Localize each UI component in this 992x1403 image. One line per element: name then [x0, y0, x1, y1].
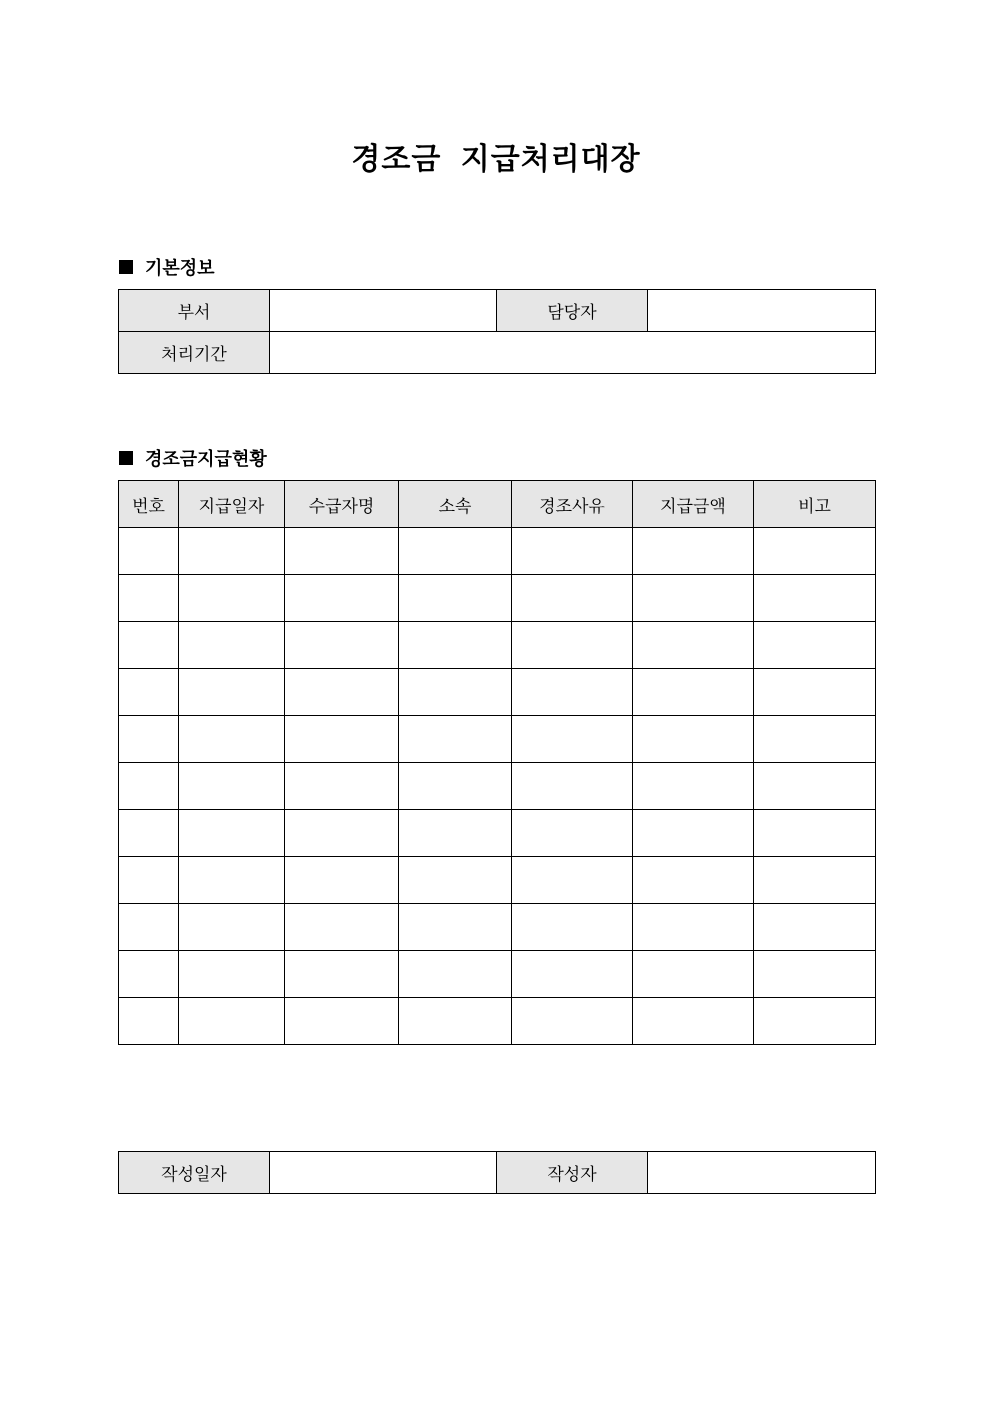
- cell-affiliation[interactable]: [399, 528, 512, 575]
- cell-affiliation[interactable]: [399, 810, 512, 857]
- period-label: 처리기간: [119, 332, 270, 374]
- cell-payment-date[interactable]: [179, 622, 285, 669]
- ledger-header-row: [119, 481, 876, 528]
- table-row: [119, 669, 876, 716]
- cell-reason[interactable]: [512, 904, 633, 951]
- cell-remarks[interactable]: [754, 998, 876, 1045]
- cell-recipient[interactable]: [285, 763, 399, 810]
- basic-info-heading: [119, 254, 215, 280]
- cell-amount[interactable]: [633, 904, 754, 951]
- cell-payment-date[interactable]: [179, 528, 285, 575]
- cell-reason[interactable]: [512, 810, 633, 857]
- cell-amount[interactable]: [633, 998, 754, 1045]
- cell-affiliation[interactable]: [399, 622, 512, 669]
- cell-recipient[interactable]: [285, 716, 399, 763]
- table-row: [119, 810, 876, 857]
- payment-ledger-table: [118, 480, 876, 1045]
- document-title: 경조금 지급처리대장: [351, 142, 641, 177]
- table-row: [119, 951, 876, 998]
- cell-payment-date[interactable]: [179, 904, 285, 951]
- cell-remarks[interactable]: [754, 810, 876, 857]
- col-header-number: 번호: [119, 481, 179, 528]
- cell-remarks[interactable]: [754, 528, 876, 575]
- col-header-amount: 지급금액: [633, 481, 754, 528]
- cell-recipient[interactable]: [285, 528, 399, 575]
- cell-payment-date[interactable]: [179, 857, 285, 904]
- cell-payment-date[interactable]: [179, 669, 285, 716]
- cell-reason[interactable]: [512, 857, 633, 904]
- cell-number[interactable]: [119, 669, 179, 716]
- cell-recipient[interactable]: [285, 857, 399, 904]
- info-row-department: [119, 290, 876, 332]
- cell-recipient[interactable]: [285, 669, 399, 716]
- period-field[interactable]: [270, 332, 876, 374]
- cell-amount[interactable]: [633, 669, 754, 716]
- cell-number[interactable]: [119, 622, 179, 669]
- author-field[interactable]: [648, 1152, 876, 1194]
- manager-label: 담당자: [497, 290, 648, 332]
- footer-table: [118, 1151, 876, 1194]
- info-row-period: [119, 332, 876, 374]
- cell-number[interactable]: [119, 951, 179, 998]
- cell-number[interactable]: [119, 810, 179, 857]
- cell-amount[interactable]: [633, 951, 754, 998]
- department-label: 부서: [119, 290, 270, 332]
- col-header-affiliation: 소속: [399, 481, 512, 528]
- table-row: [119, 716, 876, 763]
- cell-remarks[interactable]: [754, 904, 876, 951]
- cell-affiliation[interactable]: [399, 669, 512, 716]
- payment-status-heading-text: 경조금지급현황: [145, 449, 267, 470]
- cell-remarks[interactable]: [754, 622, 876, 669]
- cell-amount[interactable]: [633, 716, 754, 763]
- cell-payment-date[interactable]: [179, 998, 285, 1045]
- manager-field[interactable]: [648, 290, 876, 332]
- cell-reason[interactable]: [512, 716, 633, 763]
- cell-amount[interactable]: [633, 528, 754, 575]
- cell-recipient[interactable]: [285, 998, 399, 1045]
- cell-recipient[interactable]: [285, 904, 399, 951]
- cell-number[interactable]: [119, 716, 179, 763]
- cell-recipient[interactable]: [285, 622, 399, 669]
- col-header-payment-date: 지급일자: [179, 481, 285, 528]
- square-bullet-icon: [119, 451, 133, 465]
- cell-payment-date[interactable]: [179, 575, 285, 622]
- basic-info-heading-text: 기본정보: [145, 258, 215, 279]
- cell-affiliation[interactable]: [399, 575, 512, 622]
- col-header-reason: 경조사유: [512, 481, 633, 528]
- cell-payment-date[interactable]: [179, 763, 285, 810]
- table-row: [119, 998, 876, 1045]
- cell-reason[interactable]: [512, 528, 633, 575]
- footer-row: [119, 1152, 876, 1194]
- cell-recipient[interactable]: [285, 575, 399, 622]
- table-row: [119, 528, 876, 575]
- cell-reason[interactable]: [512, 622, 633, 669]
- cell-number[interactable]: [119, 575, 179, 622]
- cell-remarks[interactable]: [754, 857, 876, 904]
- cell-number[interactable]: [119, 528, 179, 575]
- cell-number[interactable]: [119, 998, 179, 1045]
- cell-amount[interactable]: [633, 622, 754, 669]
- cell-reason[interactable]: [512, 669, 633, 716]
- cell-payment-date[interactable]: [179, 810, 285, 857]
- cell-remarks[interactable]: [754, 669, 876, 716]
- cell-amount[interactable]: [633, 575, 754, 622]
- cell-amount[interactable]: [633, 810, 754, 857]
- table-row: [119, 763, 876, 810]
- cell-number[interactable]: [119, 904, 179, 951]
- cell-reason[interactable]: [512, 575, 633, 622]
- cell-reason[interactable]: [512, 998, 633, 1045]
- cell-payment-date[interactable]: [179, 716, 285, 763]
- cell-amount[interactable]: [633, 857, 754, 904]
- cell-affiliation[interactable]: [399, 716, 512, 763]
- cell-affiliation[interactable]: [399, 763, 512, 810]
- payment-status-heading: [119, 445, 267, 471]
- cell-reason[interactable]: [512, 951, 633, 998]
- author-label: 작성자: [497, 1152, 648, 1194]
- written-date-field[interactable]: [270, 1152, 497, 1194]
- department-field[interactable]: [270, 290, 497, 332]
- cell-remarks[interactable]: [754, 951, 876, 998]
- col-header-recipient: 수급자명: [285, 481, 399, 528]
- cell-remarks[interactable]: [754, 575, 876, 622]
- cell-recipient[interactable]: [285, 951, 399, 998]
- table-row: [119, 857, 876, 904]
- cell-recipient[interactable]: [285, 810, 399, 857]
- table-row: [119, 575, 876, 622]
- table-row: [119, 904, 876, 951]
- square-bullet-icon: [119, 260, 133, 274]
- cell-remarks[interactable]: [754, 716, 876, 763]
- cell-reason[interactable]: [512, 763, 633, 810]
- basic-info-table: [118, 289, 876, 374]
- table-row: [119, 622, 876, 669]
- cell-affiliation[interactable]: [399, 951, 512, 998]
- cell-remarks[interactable]: [754, 763, 876, 810]
- col-header-remarks: 비고: [754, 481, 876, 528]
- cell-payment-date[interactable]: [179, 951, 285, 998]
- cell-affiliation[interactable]: [399, 857, 512, 904]
- cell-number[interactable]: [119, 763, 179, 810]
- cell-amount[interactable]: [633, 763, 754, 810]
- cell-affiliation[interactable]: [399, 998, 512, 1045]
- cell-affiliation[interactable]: [399, 904, 512, 951]
- written-date-label: 작성일자: [119, 1152, 270, 1194]
- cell-number[interactable]: [119, 857, 179, 904]
